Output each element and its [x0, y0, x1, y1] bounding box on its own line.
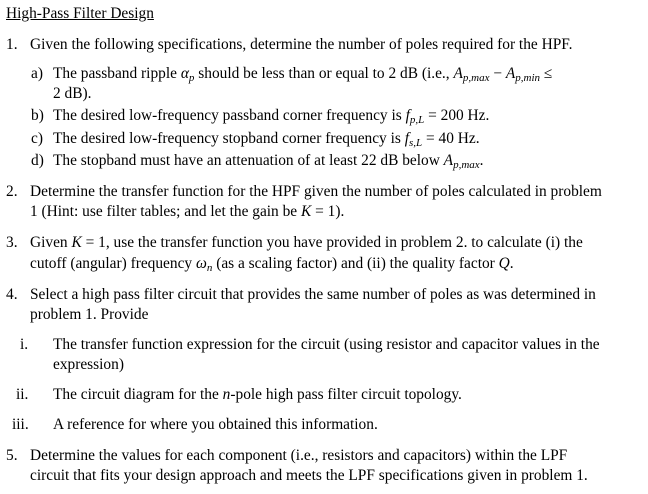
a-pmin-symbol: A [505, 65, 516, 82]
a-pmin-subscript: p,min [515, 72, 541, 84]
q1a-text-pre: The passband ripple [53, 65, 177, 82]
q1b-line [53, 106, 489, 126]
q4-line2: problem 1. Provide [30, 306, 149, 323]
q4ii-text-post: -pole high pass filter circuit topology. [230, 386, 462, 403]
q4iii-label: iii. [12, 416, 29, 433]
q4-number: 4. [6, 286, 18, 303]
alpha-subscript: p [188, 72, 195, 84]
q1c-line [53, 129, 480, 149]
q1b-label: b) [31, 107, 44, 124]
q3-line2 [30, 254, 514, 274]
f-pl-symbol: f [405, 107, 410, 124]
alpha-symbol: α [180, 65, 189, 82]
q1b-text-post: = 200 Hz. [428, 107, 490, 124]
q4i-line2: expression) [53, 356, 124, 373]
q1a-line2: 2 dB). [53, 85, 92, 102]
q1d-label: d) [31, 152, 44, 169]
q1c-text-post: = 40 Hz. [426, 130, 480, 147]
q4ii-line [53, 385, 462, 405]
q1d-text-post: . [479, 152, 484, 169]
n-symbol: n [222, 386, 231, 403]
q5-line1: Determine the values for each component (i.e., resistors and capacitors) within the LPF [30, 447, 568, 464]
document-title: High-Pass Filter Design [6, 5, 154, 22]
q2-text-post: = 1). [315, 203, 345, 220]
q4-line1: Select a high pass filter circuit that provides the same number of poles as was determined in [30, 286, 596, 303]
q3-text-pre: Given [30, 234, 68, 251]
q3-line2-post: . [509, 255, 514, 272]
q4i-line1: The transfer function expression for the circuit (using resistor and capacitor values in the [53, 336, 600, 353]
q2-line2 [30, 202, 344, 222]
f-sl-subscript: s,L [409, 137, 423, 149]
omega-symbol: ω [195, 255, 207, 272]
q1d-line [53, 151, 484, 171]
q3-line2-pre: cutoff (angular) frequency [30, 255, 193, 272]
a-pmax-subscript-d: p,max [453, 159, 480, 171]
q3-line2-mid: (as a scaling factor) and (ii) the quality factor [216, 255, 495, 272]
q3-text-post: = 1, use the transfer function you have provided in problem 2. to calculate (i) the [85, 234, 583, 251]
q1d-text-pre: The stopband must have an attenuation of at least 22 dB below [53, 152, 440, 169]
q4ii-text-pre: The circuit diagram for the [53, 386, 219, 403]
q2-number: 2. [6, 183, 18, 200]
q1-number: 1. [6, 36, 18, 53]
minus-sign: − [493, 65, 502, 82]
q4ii-label: ii. [16, 386, 29, 403]
q-symbol: Q [498, 255, 510, 272]
q3-line1 [30, 233, 583, 253]
a-pmax-symbol: A [453, 65, 463, 82]
q1c-label: c) [31, 130, 43, 147]
q5-line2: circuit that fits your design approach and meets the LPF specifications given in problem 1. [30, 467, 588, 484]
q2-text-pre: 1 (Hint: use filter tables; and let the gain be [30, 203, 298, 220]
q1a-text-mid: should be less than or equal to 2 dB (i.e., [198, 65, 450, 82]
q4i-label: i. [20, 336, 29, 353]
q1b-text-pre: The desired low-frequency passband corner frequency is [53, 107, 402, 124]
q1a-line1 [53, 64, 552, 84]
leq-sign: ≤ [543, 65, 553, 82]
q1-text: Given the following specifications, determine the number of poles required for the HPF. [30, 36, 573, 53]
f-sl-symbol: f [404, 130, 410, 147]
q1c-text-pre: The desired low-frequency stopband corner frequency is [53, 130, 401, 147]
q1a-label: a) [31, 65, 43, 82]
k-symbol-q2: K [300, 203, 312, 220]
k-symbol-q3: K [71, 234, 82, 251]
a-pmax-symbol-d: A [443, 152, 454, 169]
q2-line1: Determine the transfer function for the HPF given the number of poles calculated in problem [30, 183, 602, 200]
omega-subscript: n [206, 262, 213, 274]
q4iii-line: A reference for where you obtained this information. [53, 416, 378, 433]
q5-number: 5. [6, 447, 18, 464]
q3-number: 3. [6, 234, 18, 251]
a-pmax-subscript: p,max [462, 72, 490, 84]
f-pl-subscript: p,L [409, 114, 425, 126]
